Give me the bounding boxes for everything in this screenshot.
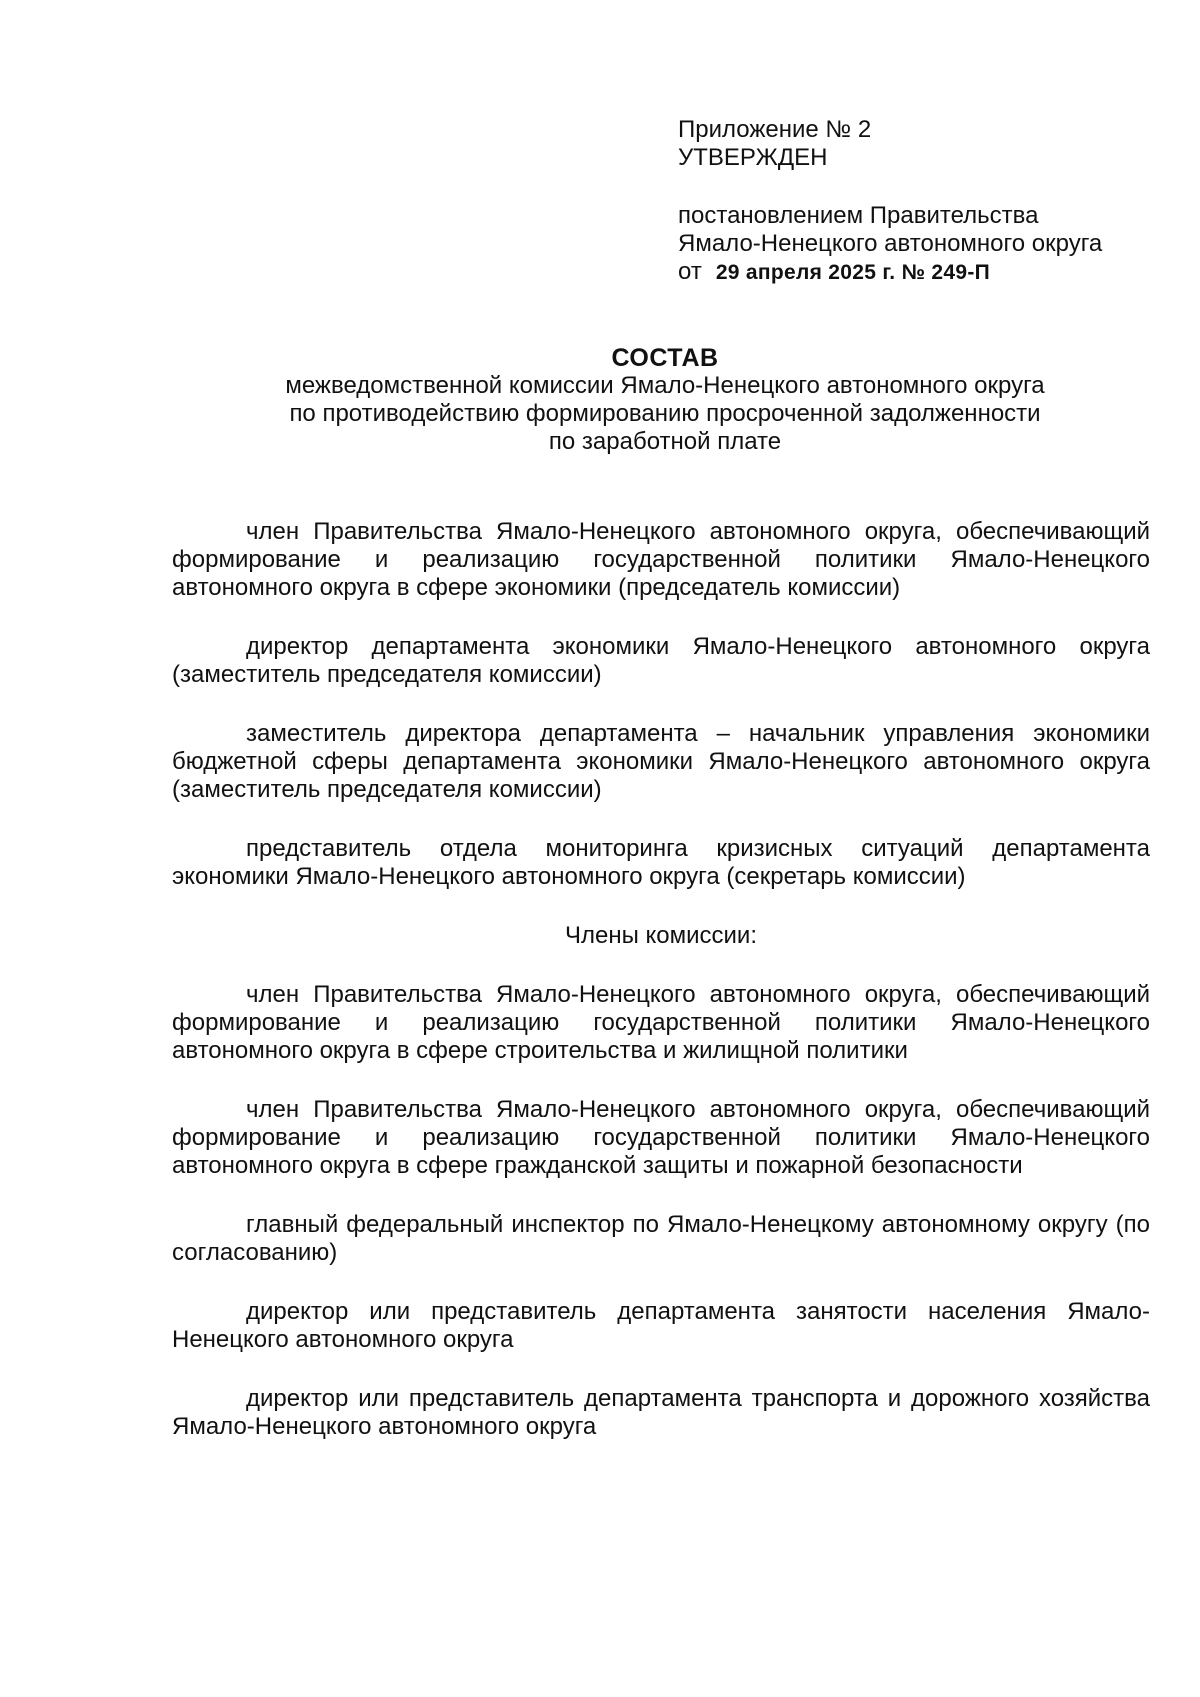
leadership-chairman: член Правительства Ямало-Ненецкого автономного округа, обеспечивающий формирование и реализацию государственной политики Ямало-Ненецкого автономного округа в сфере экономики (председатель комиссии) — [172, 518, 1150, 601]
approval-date-prefix: от — [678, 258, 702, 285]
approved-by-line-1: постановлением Правительства — [678, 202, 1039, 229]
approval-block — [678, 116, 1158, 287]
leadership-deputy-2: заместитель директора департамента – начальник управления экономики бюджетной сферы департамента экономики Ямало-Ненецкого автономного округа (заместитель председателя комиссии) — [172, 720, 1150, 803]
member-item-2: член Правительства Ямало-Ненецкого автономного округа, обеспечивающий формирование и реализацию государственной политики Ямало-Ненецкого автономного округа в сфере гражданской защиты и пожарной безопасности — [172, 1096, 1150, 1179]
document-title: СОСТАВ — [611, 344, 719, 372]
leadership-deputy-1: директор департамента экономики Ямало-Ненецкого автономного округа (заместитель председателя комиссии) — [172, 633, 1150, 688]
member-item-1: член Правительства Ямало-Ненецкого автономного округа, обеспечивающий формирование и реализацию государственной политики Ямало-Ненецкого автономного округа в сфере строительства и жилищной политики — [172, 981, 1150, 1064]
leadership-secretary: представитель отдела мониторинга кризисных ситуаций департамента экономики Ямало-Ненецкого автономного округа (секретарь комиссии) — [172, 835, 1150, 890]
approval-date-number: 29 апреля 2025 г. № 249-П — [715, 261, 991, 284]
document-subtitle-line-1: межведомственной комиссии Ямало-Ненецкого автономного округа — [285, 372, 1045, 399]
approved-by-line-2: Ямало-Ненецкого автономного округа — [678, 230, 1103, 257]
document-subtitle-line-2: по противодействию формированию просроченной задолженности — [289, 400, 1041, 427]
approval-date-row — [678, 258, 1158, 287]
members-heading: Члены комиссии: — [564, 922, 758, 949]
member-item-4: директор или представитель департамента занятости населения Ямало-Ненецкого автономного округа — [172, 1298, 1150, 1353]
member-item-3: главный федеральный инспектор по Ямало-Ненецкому автономному округу (по согласованию) — [172, 1211, 1150, 1266]
appendix-number: Приложение № 2 — [678, 116, 872, 143]
commission-composition — [172, 518, 1150, 1472]
document-title-block — [170, 344, 1160, 456]
member-item-5: директор или представитель департамента транспорта и дорожного хозяйства Ямало-Ненецкого автономного округа — [172, 1385, 1150, 1440]
approved-stamp-text: УТВЕРЖДЕН — [678, 144, 828, 171]
document-subtitle-line-3: по заработной плате — [548, 428, 782, 455]
